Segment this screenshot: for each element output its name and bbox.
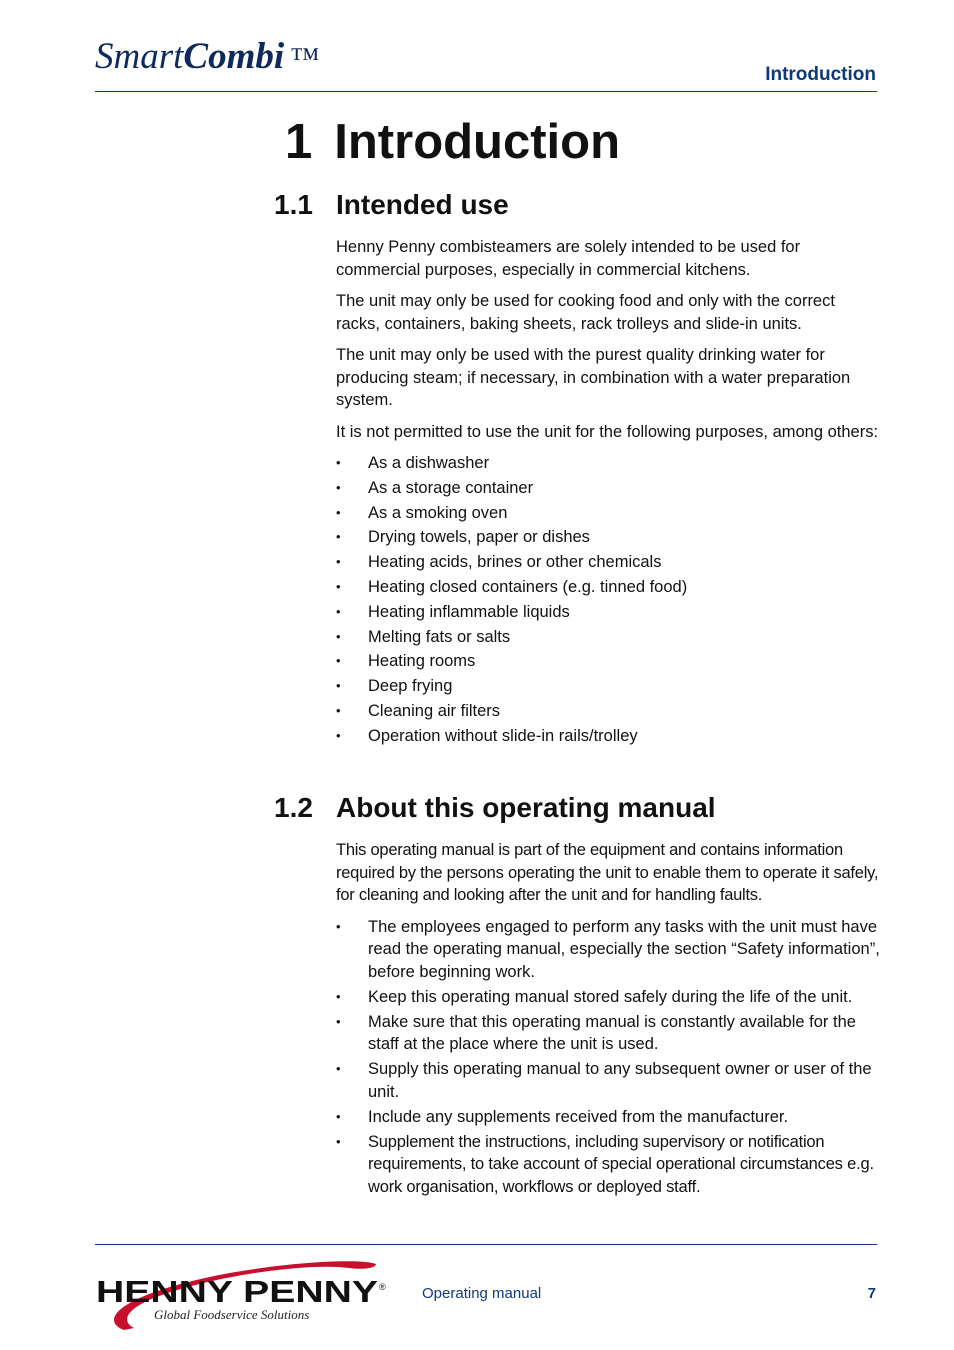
henny-penny-logo	[94, 1256, 394, 1336]
brand-title-smart: Smart	[95, 36, 184, 77]
paragraph: The unit may only be used for cooking food and only with the correct racks, containers, baking sheets, rack trolleys and slide-in units.	[336, 292, 835, 333]
paragraph: This operating manual is part of the equipment and contains information required by the persons operating the unit to enable them to operate it safely, for cleaning and looking after the unit and for handling faults.	[336, 841, 879, 904]
brand-title-combi: Combi	[183, 36, 285, 77]
list-item: • Operation without slide-in rails/trolley	[336, 725, 881, 750]
paragraph: It is not permitted to use the unit for the following purposes, among others:	[336, 422, 879, 441]
list-item: • As a storage container	[336, 477, 881, 502]
trademark-symbol: ™	[290, 42, 320, 75]
chapter-number: 1	[285, 115, 313, 169]
intended-use-content	[336, 236, 881, 750]
list-item: • Heating closed containers (e.g. tinned food)	[336, 576, 881, 601]
list-item: • Supply this operating manual to any subsequent owner or user of the unit.	[336, 1058, 881, 1103]
brand-title	[95, 38, 320, 75]
section-heading-about-manual	[274, 794, 716, 822]
list-item: • Cleaning air filters	[336, 700, 881, 725]
logo-wordmark: HENNY PENNY	[96, 1274, 379, 1309]
section-number: 1.2	[274, 792, 313, 823]
chapter-title: Introduction	[334, 115, 621, 169]
list-item: • Heating inflammable liquids	[336, 601, 881, 626]
list-item: • Heating acids, brines or other chemicals	[336, 551, 881, 576]
footer-document-label: Operating manual	[422, 1285, 542, 1302]
chapter-heading	[285, 115, 621, 169]
list-item: • The employees engaged to perform any tasks with the unit must have read the operating manual, especially the section “Safety information”, before beginning work.	[336, 916, 881, 984]
section-title: About this operating manual	[336, 792, 716, 823]
page-number: 7	[867, 1285, 876, 1302]
running-section-header: Introduction	[765, 64, 876, 85]
manual-instructions-list	[336, 916, 881, 1199]
list-item: • Deep frying	[336, 675, 881, 700]
section-title: Intended use	[336, 189, 509, 220]
list-item: • As a smoking oven	[336, 502, 881, 527]
header-rule	[95, 91, 877, 92]
list-item: • As a dishwasher	[336, 452, 881, 477]
list-item: • Keep this operating manual stored safely during the life of the unit.	[336, 986, 881, 1009]
paragraph: Henny Penny combisteamers are solely intended to be used for commercial purposes, especially in commercial kitchens.	[336, 238, 801, 279]
section-number: 1.1	[274, 189, 313, 220]
about-manual-content	[336, 839, 881, 1201]
registered-mark: ®	[379, 1282, 386, 1292]
list-item: • Include any supplements received from the manufacturer.	[336, 1106, 881, 1129]
list-item: • Make sure that this operating manual is constantly available for the staff at the place where the unit is used.	[336, 1011, 881, 1056]
footer-rule	[95, 1244, 877, 1245]
logo-tagline: Global Foodservice Solutions	[154, 1307, 310, 1322]
prohibited-uses-list	[336, 452, 881, 750]
section-heading-intended-use	[274, 191, 509, 219]
list-item: • Melting fats or salts	[336, 626, 881, 651]
list-item: • Supplement the instructions, including supervisory or notification requirements, to take account of special operational circumstances e.g. work organisation, workflows or deployed staff.	[336, 1131, 881, 1199]
paragraph: The unit may only be used with the purest quality drinking water for producing steam; if necessary, in combination with a water preparation system.	[336, 346, 851, 409]
list-item: • Drying towels, paper or dishes	[336, 526, 881, 551]
list-item: • Heating rooms	[336, 650, 881, 675]
